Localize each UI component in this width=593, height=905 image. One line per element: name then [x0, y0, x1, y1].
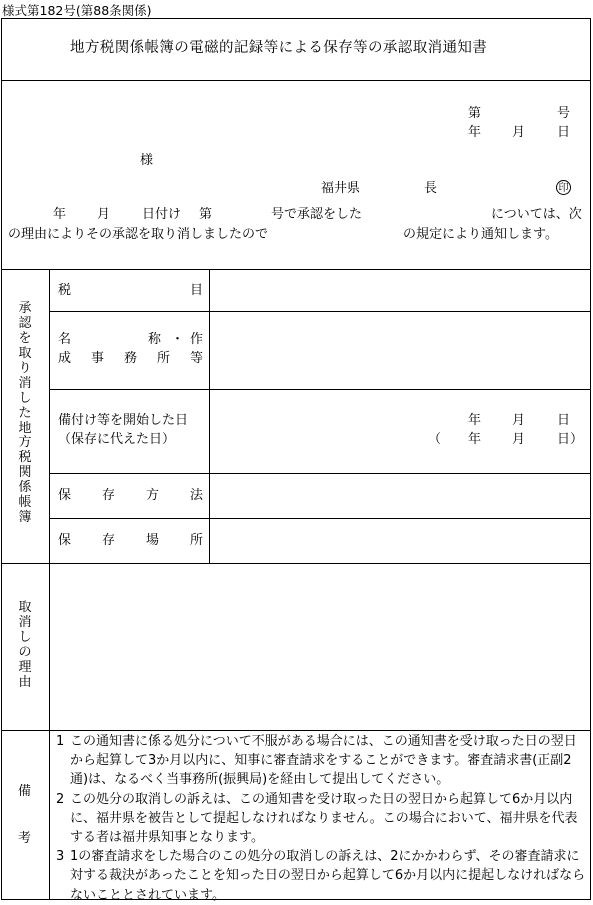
- date2-open: （: [428, 432, 442, 447]
- note-text: 1の審査請求をした場合のこの処分の取消しの訴えは、2にかかわらず、その審査請求に対する裁決があったことを知った日の翌日から起算して6か月以内に提起しなければならないこととされています。: [70, 849, 586, 903]
- date-nen: 年: [468, 413, 482, 428]
- note-item: [56, 732, 588, 790]
- body-nen: 年: [53, 207, 67, 222]
- remarks-label-2: 考: [18, 831, 32, 846]
- label-meisho-7: 務: [124, 351, 138, 366]
- body-line2-a: の理由によりその承認を取り消しましたので: [8, 227, 269, 242]
- header-go: 号: [557, 106, 571, 121]
- label-meisho-8: 所: [157, 351, 171, 366]
- reason-label-vertical: 取 消 し の 理 由: [18, 600, 32, 690]
- note-text: この通知書に係る処分について不服がある場合には、この通知書を受け取った日の翌日から起算して3か月以内に、知事に審査請求をすることができます。審査請求書(正副2通)は、なるべく当事務所(振興局)を経由して提出してください。: [70, 734, 577, 788]
- rule-section-bottom: [1, 563, 591, 564]
- header-tsuki: 月: [512, 125, 526, 140]
- label-meisho-5: 成: [58, 351, 72, 366]
- rule-title-bottom: [1, 80, 591, 81]
- body-line2-b: の規定により通知します。: [403, 227, 558, 242]
- note-number: 2: [56, 791, 65, 807]
- header-nen: 年: [468, 125, 482, 140]
- body-tsuki: 月: [97, 207, 111, 222]
- rule-row2: [49, 389, 591, 390]
- note-item: [56, 847, 588, 905]
- body-hizuke: 日付け: [142, 207, 182, 222]
- section-label-vertical: 承 認 を 取 り 消 し た 地 方 税 関 係 帳 簿: [18, 301, 32, 526]
- date-hi: 日: [557, 413, 571, 428]
- document-title: 地方税関係帳簿の電磁的記録等による保存等の承認取消通知書: [70, 40, 488, 56]
- rule-header-bottom: [1, 269, 591, 270]
- label-meisho-9: 等: [190, 351, 204, 366]
- label-hoho-1: 保: [58, 488, 72, 503]
- label-basho-1: 保: [58, 533, 72, 548]
- label-hoho-2: 存: [102, 488, 116, 503]
- label-meisho-2: 称: [148, 332, 162, 347]
- label-basho-2: 存: [102, 533, 116, 548]
- note-number: 1: [56, 734, 65, 749]
- body-dai: 第: [199, 207, 213, 222]
- label-bitsuke-1: 備付け等を開始した日: [58, 413, 189, 428]
- issuer-chief: 長: [424, 181, 438, 196]
- remarks-notes: [56, 732, 588, 905]
- note-text: この処分の取消しの訴えは、この通知書を受け取った日の翌日から起算して6か月以内に、福井県を被告として提起しなければなりません。この場合において、福井県を代表する者は福井県知事となります。: [70, 791, 578, 846]
- rule-row1: [49, 311, 591, 312]
- label-meisho-3: ・: [171, 332, 185, 347]
- rule-row4: [49, 518, 591, 519]
- label-meisho-6: 事: [91, 351, 105, 366]
- label-zeimoku-2: 目: [190, 283, 204, 298]
- header-hi: 日: [557, 125, 571, 140]
- date2-hi: 日）: [557, 432, 584, 447]
- label-basho-4: 所: [190, 533, 204, 548]
- label-basho-3: 場: [146, 533, 160, 548]
- note-item: [56, 790, 588, 848]
- label-bitsuke-2: （保存に代えた日）: [58, 432, 176, 447]
- rule-row3: [49, 473, 591, 474]
- header-dai: 第: [468, 106, 482, 121]
- body-line1-end: については、次: [491, 207, 582, 222]
- rule-label-col: [49, 269, 50, 900]
- date2-tsuki: 月: [512, 432, 526, 447]
- date-tsuki: 月: [512, 413, 526, 428]
- date2-nen: 年: [468, 432, 482, 447]
- body-go-shonin: 号で承認をした: [271, 207, 363, 222]
- addressee-sama: 様: [140, 153, 154, 168]
- label-zeimoku-1: 税: [58, 283, 72, 298]
- rule-field-col: [209, 269, 210, 563]
- label-hoho-3: 方: [146, 488, 160, 503]
- remarks-label-1: 備: [18, 784, 32, 799]
- note-number: 3: [56, 849, 65, 865]
- label-meisho-4: 作: [190, 332, 204, 347]
- issuer-prefecture: 福井県: [321, 181, 361, 196]
- seal-mark: 印: [556, 180, 571, 195]
- label-hoho-4: 法: [190, 488, 204, 503]
- label-meisho-1: 名: [58, 332, 72, 347]
- form-id: 様式第182号(第88条関係): [2, 3, 152, 18]
- rule-reason-bottom: [1, 730, 591, 731]
